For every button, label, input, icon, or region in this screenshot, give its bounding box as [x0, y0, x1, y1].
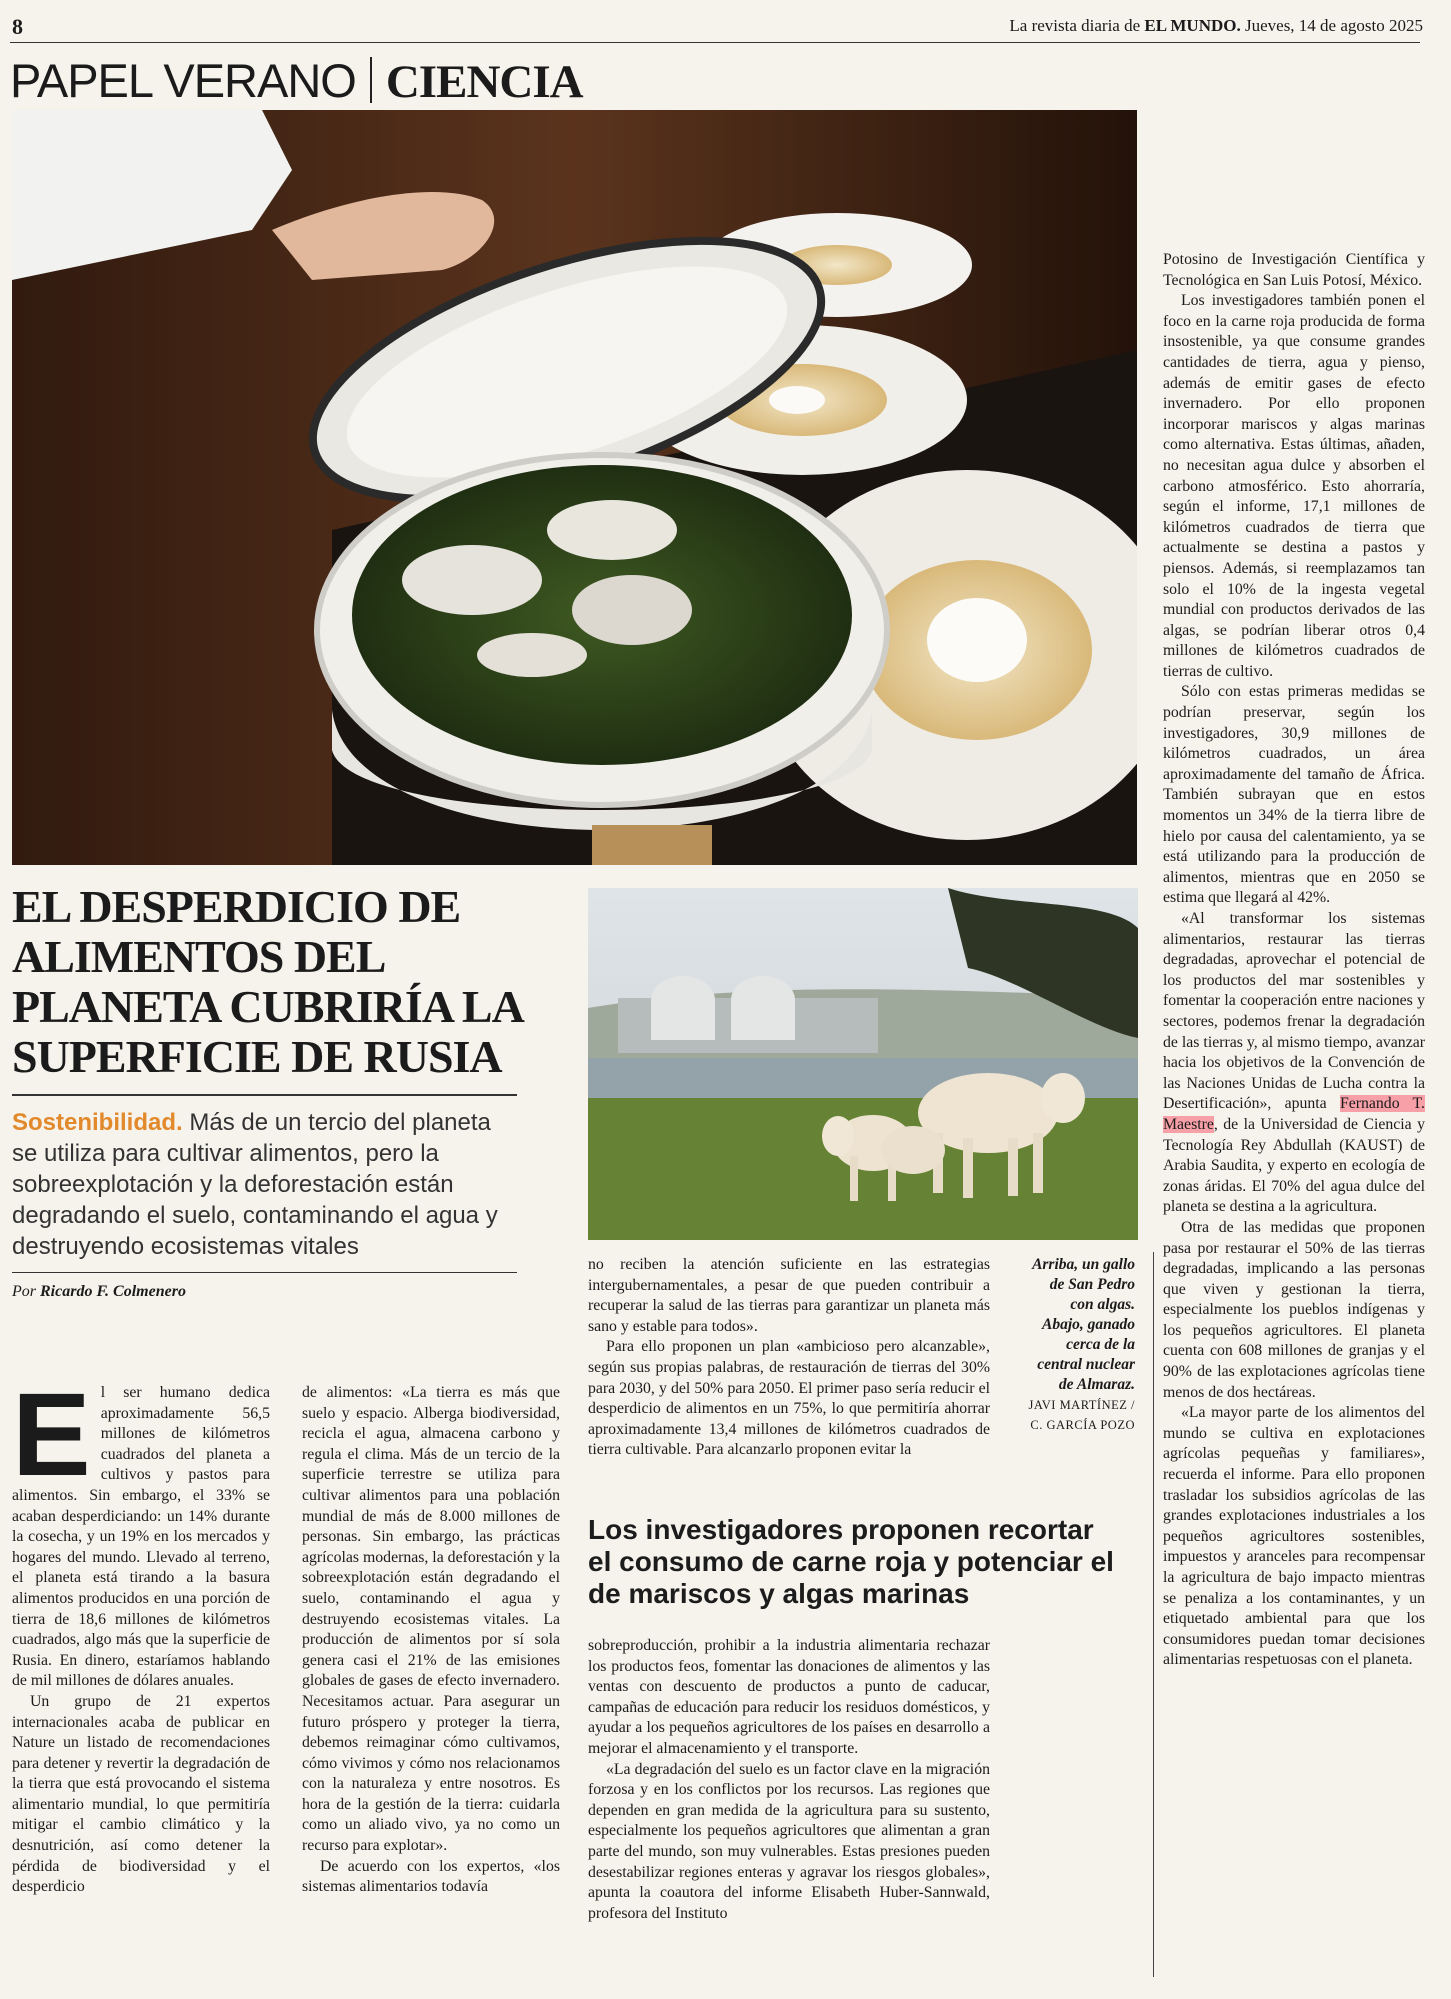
article-headline: EL DESPERDICIO DE ALIMENTOS DEL PLANETA CUBRIRÍA LA SUPERFICIE DE RUSIA [12, 881, 522, 1082]
photo-fish-with-seaweed [12, 110, 1137, 865]
col5-paragraph-2: Los investigadores también ponen el foco en la carne roja producida de forma insostenible, ya que consume grandes cantidades de tierra, agua y pienso, además de emitir gases de efecto invernadero. Por ello proponen incorporar mariscos y algas marinas como alternativa. Estas últimas, añaden, no necesitan agua dulce y absorben el carbono atmosférico. Esto ahorraría, según el informe, 17,1 millones de kilómetros cuadrados de tierra que actualmente se destina a pastos y piensos. Además, si reemplazamos tan solo el 10% de la ingesta vegetal mundial con productos derivados de las algas, se podrían liberar otros 0,4 millones de kilómetros cuadrados de tierras de cultivo. [1163, 292, 1425, 680]
header-rule [10, 42, 1420, 43]
caption-text: Arriba, un gallo de San Pedro con algas. Abajo, ganado cerca de la central nuclear de Almaraz. [1032, 1256, 1135, 1393]
article-column-3-top [588, 1255, 990, 1461]
deck-rule [12, 1272, 517, 1273]
drop-cap: E [12, 1369, 91, 1501]
article-column-2 [302, 1383, 560, 1898]
col3-paragraph-2: Para ello proponen un plan «ambicioso pero alcanzable», según sus propias palabras, de restauración de tierras del 30% para 2030, y del 50% para 2050. El primer paso sería reducir el desperdicio de alimentos en un 75%, lo que permitiría ahorrar aproximadamente 13,4 millones de kilómetros cuadrados de tierra cultivable. Para alcanzarlo proponen evitar la [588, 1338, 990, 1459]
col5-paragraph-3: Sólo con estas primeras medidas se podrían preservar, según los investigadores, 30,9 millones de kilómetros cuadrados, un área aproximadamente del tamaño de África. También subrayan que en estos momentos un 34% de la tierra libre de hielo por causa del calentamiento, ya se está utilizando para la producción de alimentos, mientras que en 2050 se estima que llegará al 42%. [1163, 683, 1425, 907]
page-header [12, 14, 1423, 42]
col3-paragraph-1: no reciben la atención suficiente en las estrategias intergubernamentales, a pesar de que pueden contribuir a recuperar la salud de las tierras para garantizar un planeta más sano y estable para todos». [588, 1256, 990, 1335]
masthead-prefix: La revista diaria de [1009, 16, 1141, 35]
col1-paragraph-1: l ser humano dedica aproximadamente 56,5 millones de kilómetros cuadrados del planeta a cultivos y pastos para alimentos. Sin embargo, el 33% se acaban desperdiciando: un 14% durante la cosecha, y un 19% en los mercados y hogares del mundo. Llevado al terreno, el planeta está tirando a la basura alimentos producidos en una porción de tierra de 18,6 millones de kilómetros cuadrados, algo más que la superficie de Rusia. En dinero, estaríamos hablando de mil millones de dólares anuales. [12, 1384, 270, 1690]
deck-text: Más de un tercio del planeta se utiliza para cultivar alimentos, pero la sobreexplotación y la deforestación están degradando el suelo, contaminando el agua y destruyendo ecosistemas vitales [12, 1109, 498, 1260]
issue-date: Jueves, 14 de agosto 2025 [1244, 16, 1423, 35]
article-subhead: Los investigadores proponen recortar el consumo de carne roja y potenciar el de mariscos y algas marinas [588, 1514, 1114, 1609]
section-divider [370, 57, 372, 103]
main-photo-fish-dish [12, 110, 1137, 865]
headline-rule [12, 1094, 517, 1096]
article-column-right [1163, 250, 1425, 1671]
byline-prefix: Por [12, 1283, 36, 1300]
page-number: 8 [12, 14, 23, 39]
section-topic: CIENCIA [385, 56, 583, 108]
photo-credit: JAVI MARTÍNEZ / C. GARCÍA POZO [1028, 1398, 1135, 1432]
column-divider [1153, 1252, 1154, 1977]
col2-paragraph-2: De acuerdo con los expertos, «los sistemas alimentarios todavía [302, 1857, 560, 1896]
col5-paragraph-4 [1163, 909, 1425, 1218]
col5-paragraph-4-start: «Al transformar los sistemas alimentarios, restaurar las tierras degradadas, aprovechar el potencial de los productos del mar sostenibles y fomentar la cooperación entre naciones y sectores, podemos frenar la degradación de las tierras y, al mismo tiempo, avanzar hacia los objetivos de la Convención de las Naciones Unidas de Lucha contra la Desertificación», apunta [1163, 910, 1425, 1113]
col5-paragraph-1: Potosino de Investigación Científica y Tecnológica en San Luis Potosí, México. [1163, 251, 1425, 289]
col5-paragraph-4-end: , de la Universidad de Ciencia y Tecnología Rey Abdullah (KAUST) de Arabia Saudita, y experto en ecología de zonas áridas. El 70% del agua dulce del planeta se destina a la agricultura. [1163, 1115, 1425, 1216]
masthead-brand: EL MUNDO. [1144, 16, 1241, 35]
col5-paragraph-6: «La mayor parte de los alimentos del mundo se cultiva en explotaciones agrícolas pequeñas y familiares», recuerda el informe. Para ello proponen trasladar los subsidios agrícolas de las grandes explotaciones industriales a los pequeños agricultores sostenibles, impuestos y aranceles para recompensar la agricultura de bajo impacto mientras se penaliza a los contaminantes, y un etiquetado ambiental para que los consumidores puedan tomar decisiones alimentarias respetuosas con el planeta. [1163, 1404, 1425, 1669]
photo-cows-almaraz [588, 888, 1138, 1240]
photo-caption [1027, 1255, 1135, 1435]
col3-paragraph-4: «La degradación del suelo es un factor clave en la migración forzosa y en los conflictos por los recursos. Las regiones que dependen en gran medida de la agricultura para su sustento, especialmente los pequeños agricultores que alimentan a gran parte del mundo, son muy vulnerables. Estas presiones pueden desestabilizar regiones enteras y agravar los riesgos globales», apunta la coautora del informe Elisabeth Huber-Sannwald, profesora del Instituto [588, 1760, 990, 1922]
section-label [10, 52, 583, 110]
photo-cattle-nuclear-plant [588, 888, 1138, 1240]
article-column-3-bottom [588, 1636, 990, 1924]
byline [12, 1283, 186, 1301]
article-deck [12, 1107, 517, 1262]
article-column-1 [12, 1369, 270, 1898]
col5-paragraph-5: Otra de las medidas que proponen pasa por restaurar el 50% de las tierras degradadas, implicando a las personas que viven y gestionan la tierra, especialmente los pueblos indígenas y los pequeños agricultores. El planeta cuenta con 608 millones de granjas y el 90% de las explotaciones agrícolas tiene menos de dos hectáreas. [1163, 1218, 1425, 1401]
col1-paragraph-2: Un grupo de 21 expertos internacionales acaba de publicar en Nature un listado de recomendaciones para detener y revertir la degradación de la tierra que está provocando el sistema alimentario mundial, lo que permitiría mitigar el cambio climático y la desnutrición, así como detener la pérdida de biodiversidad y el desperdicio [12, 1692, 270, 1896]
byline-author: Ricardo F. Colmenero [40, 1283, 186, 1300]
section-name: PAPEL VERANO [10, 54, 356, 107]
masthead [1009, 16, 1423, 36]
col3-paragraph-3: sobreproducción, prohibir a la industria alimentaria rechazar los productos feos, fomentar las donaciones de alimentos y las ventas con descuento de productos a punto de caducar, campañas de educación para reducir los residuos domésticos, y ayudar a los pequeños agricultores de los países en desarrollo a mejorar el almacenamiento y el transporte. [588, 1637, 990, 1757]
highlighted-name: Fernando T. Maestre [1163, 1095, 1425, 1133]
col2-paragraph-1: de alimentos: «La tierra es más que suelo y espacio. Alberga biodiversidad, recicla el agua, almacena carbono y regula el clima. Más de un tercio de la superficie terrestre se utiliza para cultivar alimentos para una población mundial de más de 8.000 millones de personas. Sin embargo, las prácticas agrícolas modernas, la deforestación y la sobreexplotación están degradando el suelo, contaminando el agua y destruyendo ecosistemas vitales. La producción de alimentos por sí sola genera casi el 21% de las emisiones globales de gases de efecto invernadero. Necesitamos actuar. Para asegurar un futuro próspero y proteger la tierra, debemos reimaginar cómo cultivamos, cómo vivimos y cómo nos relacionamos con la naturaleza y entre nosotros. Es hora de la gestión de la tierra: cuidarla como un aliado vivo, ya no como un recurso para explotar». [302, 1384, 560, 1855]
deck-keyword: Sostenibilidad. [12, 1109, 183, 1136]
